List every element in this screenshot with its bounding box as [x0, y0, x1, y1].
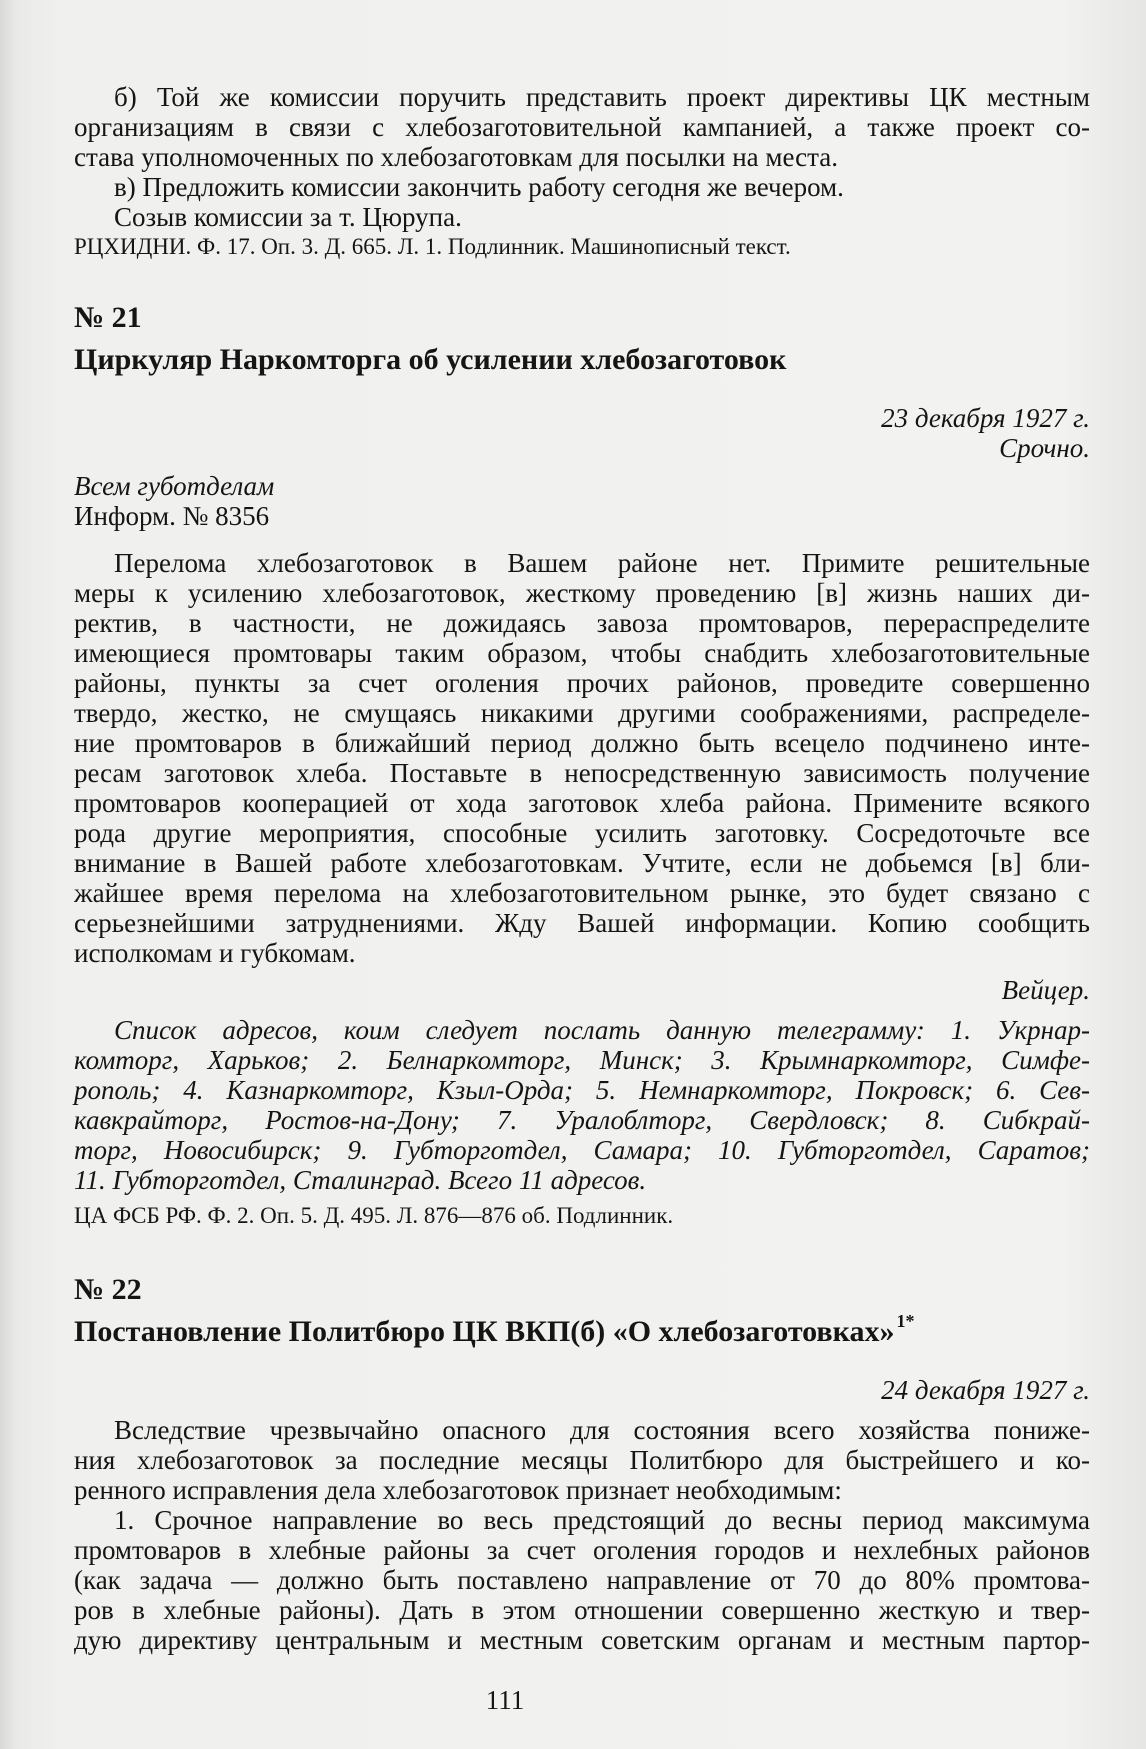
document-date: 24 декабря 1927 г.: [881, 1375, 1090, 1405]
text-line: (как задача — должно быть поставлено направление от 70 до 80% промтова-: [74, 1565, 1090, 1595]
text-line: 11. Губторготдел, Сталинград. Всего 11 адресов.: [74, 1165, 647, 1195]
previous-document-ending: [74, 82, 1090, 232]
text-line: 1. Срочное направление во весь предстоящий до весны период максимума: [114, 1505, 1090, 1535]
text-line: рода другие мероприятия, способные усилить заготовку. Сосредоточьте все: [74, 818, 1090, 848]
text-line: ния хлебозаготовок за последние месяцы Политбюро для быстрейшего и ко-: [74, 1445, 1090, 1475]
document-title: [74, 1311, 915, 1350]
text-line: Созыв комиссии за т. Цюрупа.: [114, 202, 462, 232]
document-number: № 21: [74, 301, 142, 334]
document-date: 23 декабря 1927 г.: [881, 403, 1090, 433]
circular-body: [74, 548, 1090, 968]
text-line: ров в хлебные районы). Дать в этом отношении совершенно жесткую и твер-: [74, 1595, 1090, 1625]
document-dateline: [74, 1375, 1090, 1405]
document-dateline: [74, 403, 1090, 463]
text-line: Список адресов, коим следует послать данную телеграмму: 1. Укрнар-: [114, 1015, 1090, 1045]
text-line: ние промтоваров в ближайший период должно быть всецело подчинено инте-: [74, 728, 1090, 758]
resolution-intro: [74, 1415, 1090, 1505]
text-line: кавкрайторг, Ростов-на-Дону; 7. Уралоблторг, Свердловск; 8. Сибкрай-: [74, 1105, 1090, 1135]
document-number: № 22: [74, 1273, 142, 1306]
footnote-marker: 1*: [896, 1311, 915, 1331]
document-header: [74, 471, 1090, 531]
text-line: Перелома хлебозаготовок в Вашем районе нет. Примите решительные: [114, 548, 1090, 578]
text-line: районы, пункты за счет оголения прочих районов, проведите совершенно: [74, 668, 1090, 698]
archive-source-citation: ЦА ФСБ РФ. Ф. 2. Оп. 5. Д. 495. Л. 876—876 об. Подлинник.: [74, 1203, 674, 1228]
addressee: Всем губотделам: [74, 471, 275, 501]
text-line: жайшее время перелома на хлебозаготовительном рынке, это будет связано с: [74, 878, 1090, 908]
archive-source-citation: РЦХИДНИ. Ф. 17. Оп. 3. Д. 665. Л. 1. Подлинник. Машинописный текст.: [74, 234, 791, 259]
text-line: внимание в Вашей работе хлебозаготовкам. Учтите, если не добьемся [в] бли-: [74, 848, 1090, 878]
document-title-text: Постановление Политбюро ЦК ВКП(б) «О хлебозаготовках»: [74, 1315, 895, 1348]
text-line: промтоваров в хлебные районы за счет оголения городов и нехлебных районов: [74, 1535, 1090, 1565]
text-line: промтоваров кооперацией от хода заготовок хлеба района. Примените всякого: [74, 788, 1090, 818]
text-line: исполкомам и губкомам.: [74, 938, 356, 968]
document-title: Циркуляр Наркомторга об усилении хлебозаготовок: [74, 343, 787, 376]
page-number: 111: [485, 1685, 525, 1715]
text-line: торг, Новосибирск; 9. Губторготдел, Самара; 10. Губторготдел, Саратов;: [74, 1135, 1090, 1165]
resolution-body: [74, 1415, 1090, 1655]
address-list: [74, 1015, 1090, 1195]
signature: Вейцер.: [1001, 975, 1090, 1005]
text-line: организациям в связи с хлебозаготовительной кампанией, а также проект со-: [74, 112, 1090, 142]
text-line: ректив, в частности, не дожидаясь завоза промтоваров, перераспределите: [74, 608, 1090, 638]
text-line: имеющиеся промтовары таким образом, чтобы снабдить хлебозаготовительные: [74, 638, 1090, 668]
text-line: Вследствие чрезвычайно опасного для состояния всего хозяйства пониже-: [114, 1415, 1090, 1445]
urgency-mark: Срочно.: [999, 433, 1090, 463]
text-line: б) Той же комиссии поручить представить проект директивы ЦК местным: [114, 82, 1090, 112]
text-line: ресам заготовок хлеба. Поставьте в непосредственную зависимость получение: [74, 758, 1090, 788]
resolution-item-1: [74, 1505, 1090, 1655]
text-line: рополь; 4. Казнаркомторг, Кзыл-Орда; 5. Немнаркомторг, Покровск; 6. Сев-: [74, 1075, 1090, 1105]
text-line: дую директиву центральным и местным советским органам и местным партор-: [74, 1625, 1090, 1655]
signature-block: [74, 975, 1090, 1005]
text-line: става уполномоченных по хлебозаготовкам для посылки на места.: [74, 142, 838, 172]
text-line: комторг, Харьков; 2. Белнаркомторг, Минск; 3. Крымнаркомторг, Симфе-: [74, 1045, 1090, 1075]
text-line: меры к усилению хлебозаготовок, жесткому проведению [в] жизнь наших ди-: [74, 578, 1090, 608]
text-line: твердо, жестко, не смущаясь никакими другими соображениями, распределе-: [74, 698, 1090, 728]
text-line: серьезнейшими затруднениями. Жду Вашей информации. Копию сообщить: [74, 908, 1090, 938]
text-line: ренного исправления дела хлебозаготовок признает необходимым:: [74, 1475, 842, 1505]
text-line: в) Предложить комиссии закончить работу сегодня же вечером.: [114, 172, 844, 202]
reference-number: Информ. № 8356: [74, 501, 270, 531]
